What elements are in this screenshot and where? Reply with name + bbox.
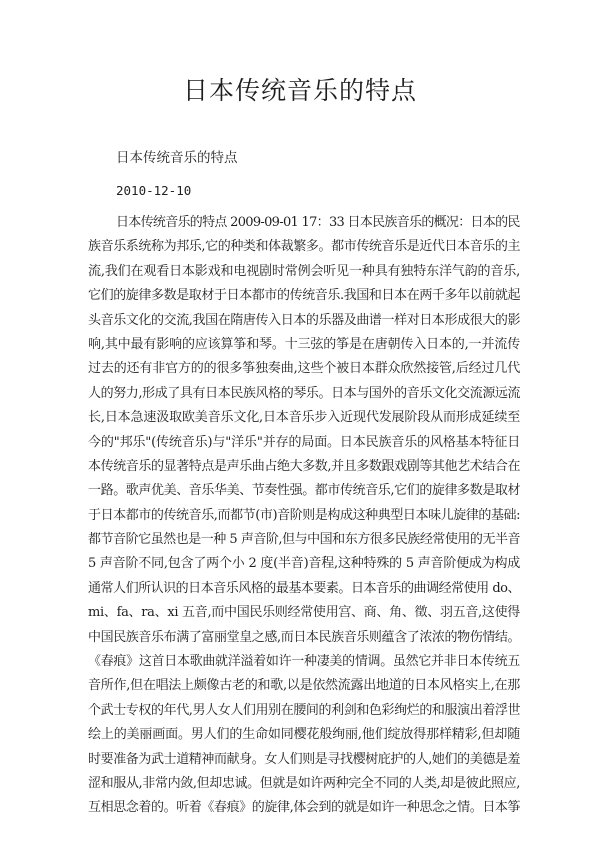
body-line: 族音乐系统称为邦乐,它的种类和体裁繁多。都市传统音乐是近代日本音乐的主 <box>88 239 521 255</box>
body-line: 于日本都市的传统音乐,而都节(市)音阶则是构成这种典型日本味儿旋律的基础: <box>88 507 520 523</box>
body-line: 本传统音乐的显著特点是声乐曲占绝大多数,并且多数跟戏剧等其他艺术结合在 <box>88 458 521 474</box>
body-line: 涩和服从,非常内敛,但却忠诚。但就是如许两种完全不同的人类,却是彼此照应, <box>88 775 520 791</box>
body-line: 个武士专权的年代,男人女人们用别在腰间的利剑和色彩绚烂的和服演出着浮世 <box>88 702 521 718</box>
body-line: 头音乐文化的交流,我国在隋唐传入日本的乐器及曲谱一样对日本形成很大的影 <box>88 312 521 328</box>
body-line: 流,我们在观看日本影戏和电视剧时常例会听见一种具有独特东洋气韵的音乐, <box>88 263 520 279</box>
document-subtitle: 日本传统音乐的特点 <box>116 150 238 166</box>
body-line: 它们的旋律多数是取材于日本都市的传统音乐.我国和日本在两千多年以前就起 <box>88 288 521 304</box>
body-line: 人的努力,形成了具有日本民族风格的琴乐。日本与国外的音乐文化交流源远流 <box>88 385 521 401</box>
body-line: 过去的还有非官方的的很多筝独奏曲,这些个被日本群众欣然接管,后经过几代 <box>88 361 520 377</box>
body-line: 《春痕》这首日本歌曲就洋溢着如许一种凄美的情调。虽然它并非日本传统五 <box>88 654 520 670</box>
body-line: 互相思念着的。听着《春痕》的旋律,体会到的就是如许一种思念之情。日本筝 <box>88 800 521 816</box>
body-line: 长,日本急速汲取欧美音乐文化,日本音乐步入近现代发展阶段从而形成延续至 <box>88 410 520 426</box>
body-line: 今的"邦乐"(传统音乐)与"洋乐"并存的局面。日本民族音乐的风格基本特征日 <box>88 434 520 450</box>
body-line: 5 声音阶不同,包含了两个小 2 度(半音)音程,这种特殊的 5 声音阶便成为构成 <box>88 556 520 572</box>
body-line: 时要准备为武士道精神而献身。女人们则是寻找樱树庇护的人,她们的美德是羞 <box>88 751 521 767</box>
body-line: mi、fa、ra、xi 五音,而中国民乐则经常使用宫、商、角、徵、羽五音,这使得 <box>88 605 520 621</box>
body-line: 绘上的美丽画面。男人们的生命如同樱花般绚丽,他们绽放得那样精彩,但却随 <box>88 727 520 743</box>
body-line: 通常人们所认识的日本音乐风格的最基本要素。日本音乐的曲调经常使用 do、 <box>88 580 520 596</box>
body-line: 一路。歌声优美、音乐华美、节奏性强。都市传统音乐,它们的旋律多数是取材 <box>88 483 521 499</box>
document-body <box>88 211 520 821</box>
body-line: 都节音阶它虽然也是一种 5 声音阶,但与中国和东方很多民族经常使用的无半音 <box>88 532 520 548</box>
document-date: 2010-12-10 <box>116 183 192 198</box>
body-line: 中国民族音乐布满了富丽堂皇之感,而日本民族音乐则蕴含了浓浓的物伤情结。 <box>88 629 521 645</box>
body-line: 响,其中最有影响的应该算筝和琴。十三弦的筝是在唐朝传入日本的,一并流传 <box>88 336 520 352</box>
body-line: 音所作,但在唱法上颇像古老的和歌,以是依然流露出地道的日本风格实上,在那 <box>88 678 520 694</box>
body-line: 日本传统音乐的特点 2009-09-01 17：33 日本民族音乐的概况：日本的民 <box>116 215 520 230</box>
document-title: 日本传统音乐的特点 <box>182 76 417 105</box>
